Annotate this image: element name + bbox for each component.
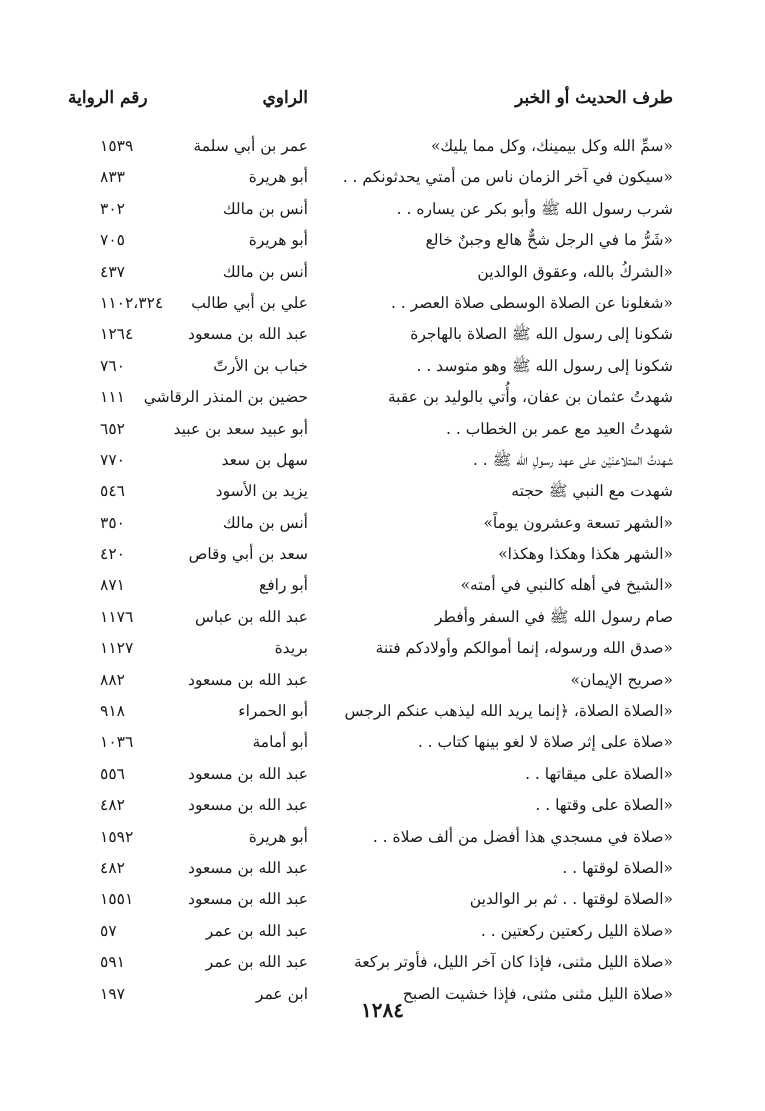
table-row xyxy=(60,636,673,667)
narration-number: ٧٦٠ xyxy=(100,356,125,375)
narrator-name: سهل بن سعد xyxy=(221,450,308,469)
narrator-name: سعد بن أبي وقاص xyxy=(188,545,308,564)
narrator-name: أنس بن مالك xyxy=(222,199,308,218)
narrator-name: أبو رافع xyxy=(258,576,308,595)
narration-number: ١٢٦٤ xyxy=(100,325,134,344)
narration-number: ٤٨٢ xyxy=(100,796,125,815)
hadith-text: «الشيخ في أهله كالنبي في أمته» xyxy=(460,576,673,595)
hadith-text: «الشهر هكذا وهكذا وهكذا» xyxy=(498,545,673,564)
page-number: ١٢٨٤ xyxy=(361,998,404,1022)
hadith-text: شهدتُ عثمان بن عفان، وأُتي بالوليد بن عقبة xyxy=(387,388,673,407)
narration-number: ٥٤٦ xyxy=(100,482,125,501)
header-hadith: طرف الحديث أو الخبر xyxy=(515,88,673,108)
narrator-name: عبد الله بن عمر xyxy=(205,921,308,940)
narration-number: ١٩٧ xyxy=(100,984,125,1003)
narration-number: ١١٧٦ xyxy=(100,607,134,626)
table-row xyxy=(60,448,673,479)
hadith-text: «الشركُ بالله، وعقوق الوالدين xyxy=(477,262,673,281)
table-row xyxy=(60,197,673,228)
narration-number: ٣٠٢ xyxy=(100,199,125,218)
narration-number: ١١٢٧ xyxy=(100,639,134,658)
narrator-name: أبو هريرة xyxy=(248,827,308,846)
narration-number: ٧٠٥ xyxy=(100,231,125,250)
table-row xyxy=(60,354,673,385)
hadith-text: «سيكون في آخر الزمان ناس من أمتي يحدثونكم . . xyxy=(342,168,673,187)
narration-number: ٩١٨ xyxy=(100,702,125,721)
table-row xyxy=(60,291,673,322)
table-row xyxy=(60,856,673,887)
narration-number: ١١٠٢،٣٢٤ xyxy=(100,293,164,312)
table-row xyxy=(60,165,673,196)
hadith-text: «صلاة الليل مثنى، فإذا كان آخر الليل، فأوتر بركعة xyxy=(354,953,673,972)
narration-number: ٨٨٢ xyxy=(100,670,125,689)
hadith-text: «الصلاة على ميقاتها . . xyxy=(525,764,673,783)
hadith-text: شهدت مع النبي ﷺ حجته xyxy=(511,482,673,501)
table-row xyxy=(60,668,673,699)
narrator-name: عبد الله بن مسعود xyxy=(188,858,308,877)
narration-number: ٤٢٠ xyxy=(100,545,125,564)
table-row xyxy=(60,322,673,353)
table-row xyxy=(60,479,673,510)
hadith-text: «الصلاة لوقتها . . ثم بر الوالدين xyxy=(469,890,673,909)
table-row xyxy=(60,573,673,604)
table-row xyxy=(60,417,673,448)
hadith-text: صام رسول الله ﷺ في السفر وأفطر xyxy=(434,607,673,626)
hadith-text: شهدتُ العيد مع عمر بن الخطاب . . xyxy=(445,419,673,438)
hadith-text: شكونا إلى رسول الله ﷺ وهو متوسد . . xyxy=(416,356,673,375)
narrator-name: عبد الله بن عباس xyxy=(195,607,308,626)
hadith-text: «شغلونا عن الصلاة الوسطى صلاة العصر . . xyxy=(390,293,673,312)
table-row xyxy=(60,260,673,291)
narration-number: ٧٧٠ xyxy=(100,450,125,469)
hadith-text: «الصلاة الصلاة، ﴿إنما يريد الله ليذهب عنكم الرجس xyxy=(344,702,673,721)
table-header xyxy=(60,88,673,116)
hadith-text: شهدتُ المتلاعنَيْن على عهد رسولِ الله ﷺ . . xyxy=(472,450,673,469)
narrator-name: عبد الله بن مسعود xyxy=(188,890,308,909)
narrator-name: أنس بن مالك xyxy=(222,513,308,532)
narrator-name: عبد الله بن مسعود xyxy=(188,796,308,815)
hadith-text: شكونا إلى رسول الله ﷺ الصلاة بالهاجرة xyxy=(410,325,673,344)
narrator-name: أبو الحمراء xyxy=(238,702,308,721)
narration-number: ٥٥٦ xyxy=(100,764,125,783)
narration-number: ١١١ xyxy=(100,388,125,407)
narrator-name: عبد الله بن مسعود xyxy=(188,764,308,783)
hadith-text: «شَرُّ ما في الرجل شحٌّ هالع وجبنٌ خالع xyxy=(425,231,673,250)
narrator-name: أنس بن مالك xyxy=(222,262,308,281)
narration-number: ٣٥٠ xyxy=(100,513,125,532)
table-row xyxy=(60,605,673,636)
hadith-text: «صلاة الليل مثنى مثنى، فإذا خشيت الصبح xyxy=(402,984,673,1003)
hadith-text: «صدق الله ورسوله، إنما أموالكم وأولادكم فتنة xyxy=(375,639,673,658)
narrator-name: عمر بن أبي سلمة xyxy=(193,137,308,155)
narrator-name: أبو هريرة xyxy=(248,168,308,187)
table-row xyxy=(60,825,673,856)
narration-number: ٤٣٧ xyxy=(100,262,125,281)
hadith-text: «الشهر تسعة وعشرون يوماً» xyxy=(483,513,673,532)
narrator-name: خباب بن الأرتّ xyxy=(213,356,308,375)
narration-number: ٤٨٢ xyxy=(100,858,125,877)
narrator-name: أبو عبيد سعد بن عبيد xyxy=(173,419,308,438)
table-row xyxy=(60,919,673,950)
narrator-name: علي بن أبي طالب xyxy=(191,293,308,312)
narrator-name: عبد الله بن عمر xyxy=(205,953,308,972)
narrator-name: ابن عمر xyxy=(255,984,308,1003)
hadith-text: «صلاة على إثر صلاة لا لغو بينها كتاب . . xyxy=(417,733,673,752)
table-row xyxy=(60,887,673,918)
header-narrator: الراوي xyxy=(262,88,308,108)
hadith-text: «الصلاة على وقتها . . xyxy=(535,796,673,815)
table-row xyxy=(60,542,673,573)
table-row xyxy=(60,950,673,981)
narration-number: ١٠٣٦ xyxy=(100,733,134,752)
narration-number: ١٥٩٢ xyxy=(100,827,134,846)
narrator-name: عبد الله بن مسعود xyxy=(188,325,308,344)
narration-number: ١٥٥١ xyxy=(100,890,134,909)
narration-number: ٨٧١ xyxy=(100,576,125,595)
table-row xyxy=(60,730,673,761)
hadith-text: «صلاة الليل ركعتين ركعتين . . xyxy=(480,921,673,940)
hadith-text: «صلاة في مسجدي هذا أفضل من ألف صلاة . . xyxy=(372,827,673,846)
narrator-name: عبد الله بن مسعود xyxy=(188,670,308,689)
hadith-text: شرب رسول الله ﷺ وأبو بكر عن يساره . . xyxy=(396,199,673,218)
narration-number: ٥٩١ xyxy=(100,953,125,972)
narrator-name: أبو هريرة xyxy=(248,231,308,250)
narration-number: ١٥٣٩ xyxy=(100,137,134,155)
hadith-text: «سمِّ الله وكل بيمينك، وكل مما يليك» xyxy=(430,137,673,155)
narration-number: ٦٥٢ xyxy=(100,419,125,438)
narrator-name: أبو أمامة xyxy=(252,733,308,752)
table-row xyxy=(60,385,673,416)
table-row xyxy=(60,762,673,793)
table-row xyxy=(60,793,673,824)
index-table xyxy=(60,134,673,1013)
narration-number: ٨٣٣ xyxy=(100,168,125,187)
table-row xyxy=(60,134,673,165)
narration-number: ٥٧ xyxy=(100,921,117,940)
table-row xyxy=(60,228,673,259)
narrator-name: حضين بن المنذر الرقاشي xyxy=(143,388,308,407)
hadith-text: «الصلاة لوقتها . . xyxy=(562,858,673,877)
table-row xyxy=(60,511,673,542)
narrator-name: بريدة xyxy=(274,639,308,658)
narrator-name: يزيد بن الأسود xyxy=(215,482,308,501)
table-row xyxy=(60,699,673,730)
header-number: رقم الرواية xyxy=(68,88,148,108)
hadith-text: «صريح الإيمان» xyxy=(570,670,673,689)
